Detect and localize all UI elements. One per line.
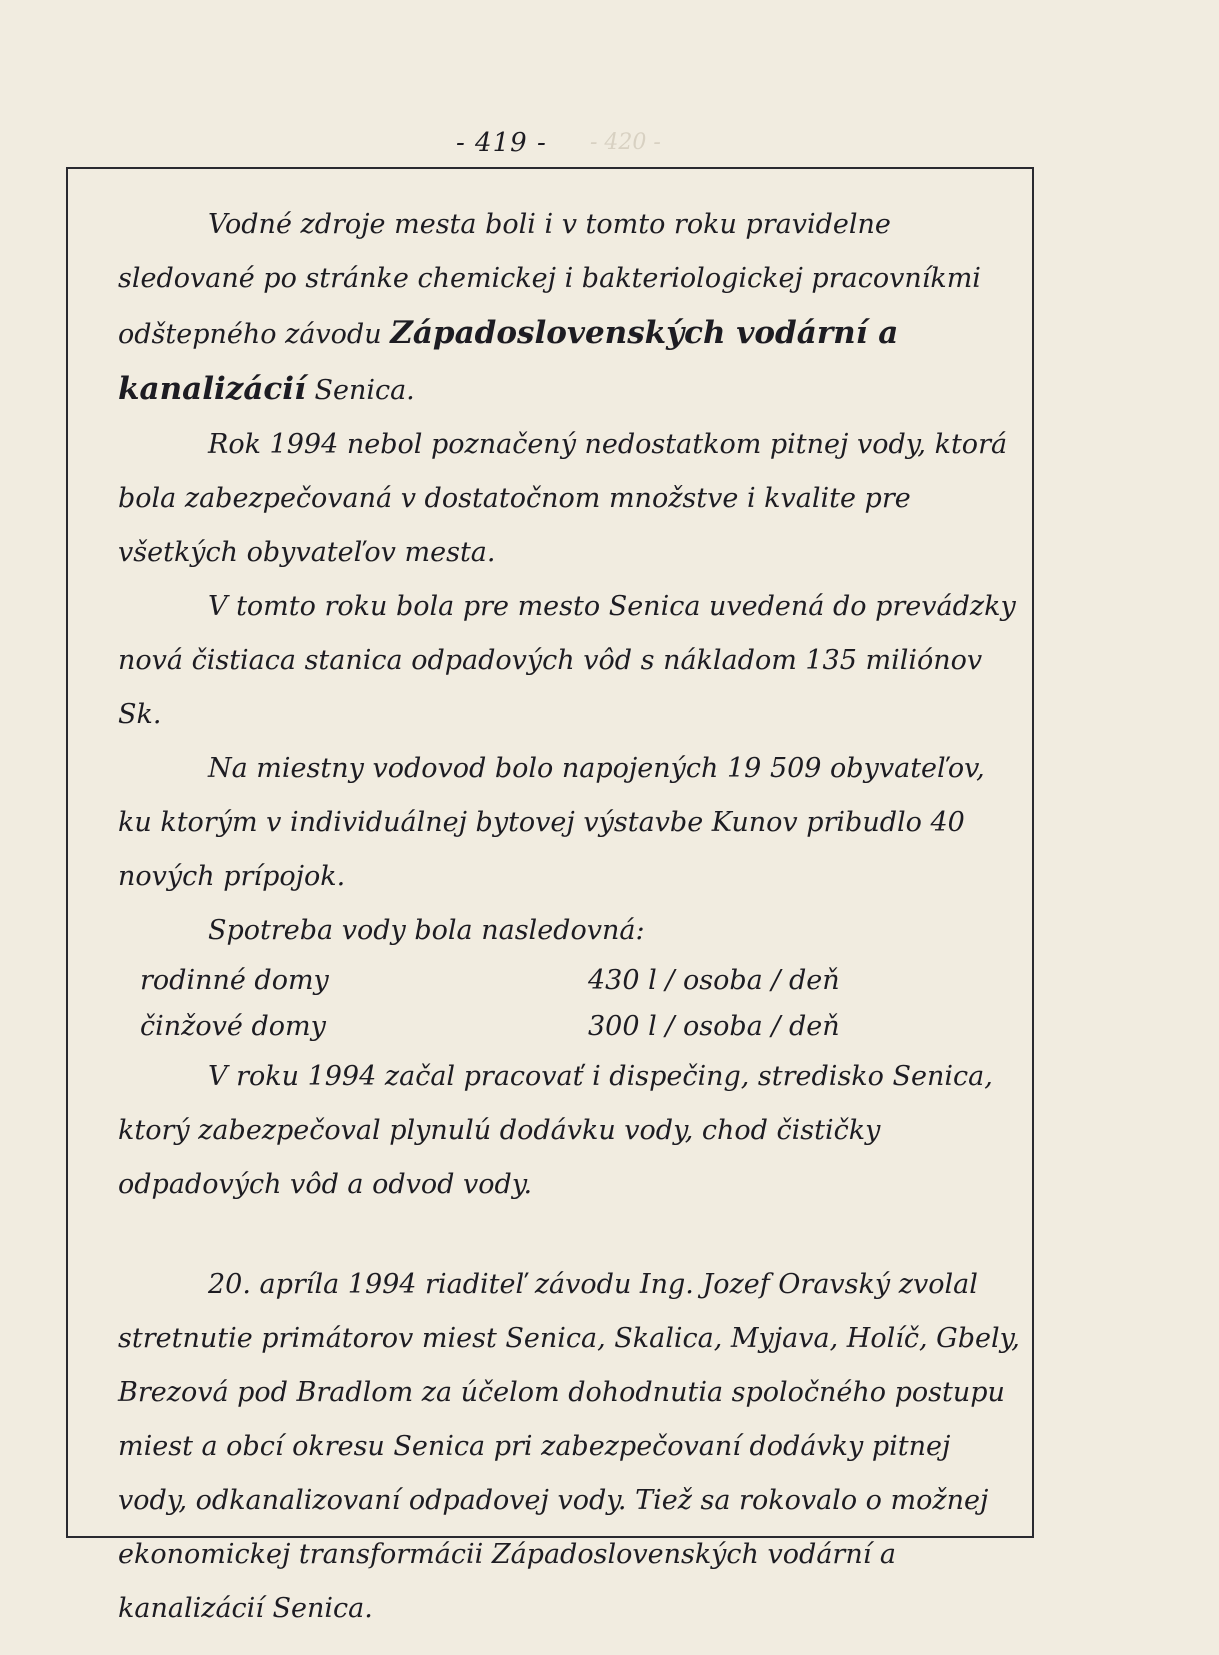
paragraph-water-sources xyxy=(118,198,1020,418)
page-number: - 419 - xyxy=(456,128,547,158)
paragraph-consumption-intro: Spotreba vody bola nasledovná: xyxy=(208,915,645,946)
consumption-label: rodinné domy xyxy=(140,965,329,996)
consumption-row xyxy=(118,1004,1020,1050)
paragraph-water-supply: Rok 1994 nebol poznačený nedostatkom pitnej vody, ktorá bola zabezpečovaná v dostatočnom množstve i kvalite pre všetkých obyvateľov mesta. xyxy=(118,429,1008,568)
consumption-label: činžové domy xyxy=(140,1011,326,1042)
paragraph-1-text: Vodné zdroje mesta boli i v tomto roku pravidelne sledované po stránke chemickej i bakteriologickej pracovníkmi odštepného závodu xyxy=(118,209,981,350)
consumption-value: 430 l / osoba / deň xyxy=(588,965,840,996)
paragraph-mayors-meeting: 20. apríla 1994 riaditeľ závodu Ing. Jozef Oravský zvolal stretnutie primátorov miest Senica, Skalica, Myjava, Holíč, Gbely, Brezová pod Bradlom za účelom dohodnutia spoločného postupu miest a obcí okresu Senica pri zabezpečovaní dodávky pitnej vody, odkanalizovaní odpadovej vody. Tiež sa rokovalo o možnej ekonomickej transformácii Západoslovenských vodární a kanalizácií Senica. xyxy=(118,1269,1020,1624)
handwritten-chronicle-text xyxy=(118,198,1020,1636)
paragraph-dispatching: V roku 1994 začal pracovať i dispečing, stredisko Senica, ktorý zabezpečoval plynulú dodávku vody, chod čističky odpadových vôd a odvod vody. xyxy=(118,1061,993,1200)
bleed-through-page-number: - 420 - xyxy=(590,130,661,155)
paragraph-1-end: Senica. xyxy=(314,375,415,406)
paragraph-water-connections: Na miestny vodovod bolo napojených 19 509 obyvateľov, ku ktorým v individuálnej bytovej výstavbe Kunov pribudlo 40 nových prípojok. xyxy=(118,753,985,892)
paragraph-treatment-plant: V tomto roku bola pre mesto Senica uvedená do prevádzky nová čistiaca stanica odpadových vôd s nákladom 135 miliónov Sk. xyxy=(118,591,1016,730)
company-name: Západoslovenských vodární a kanalizácií xyxy=(118,315,899,407)
consumption-row xyxy=(118,958,1020,1004)
consumption-list xyxy=(118,958,1020,1050)
consumption-value: 300 l / osoba / deň xyxy=(588,1011,840,1042)
